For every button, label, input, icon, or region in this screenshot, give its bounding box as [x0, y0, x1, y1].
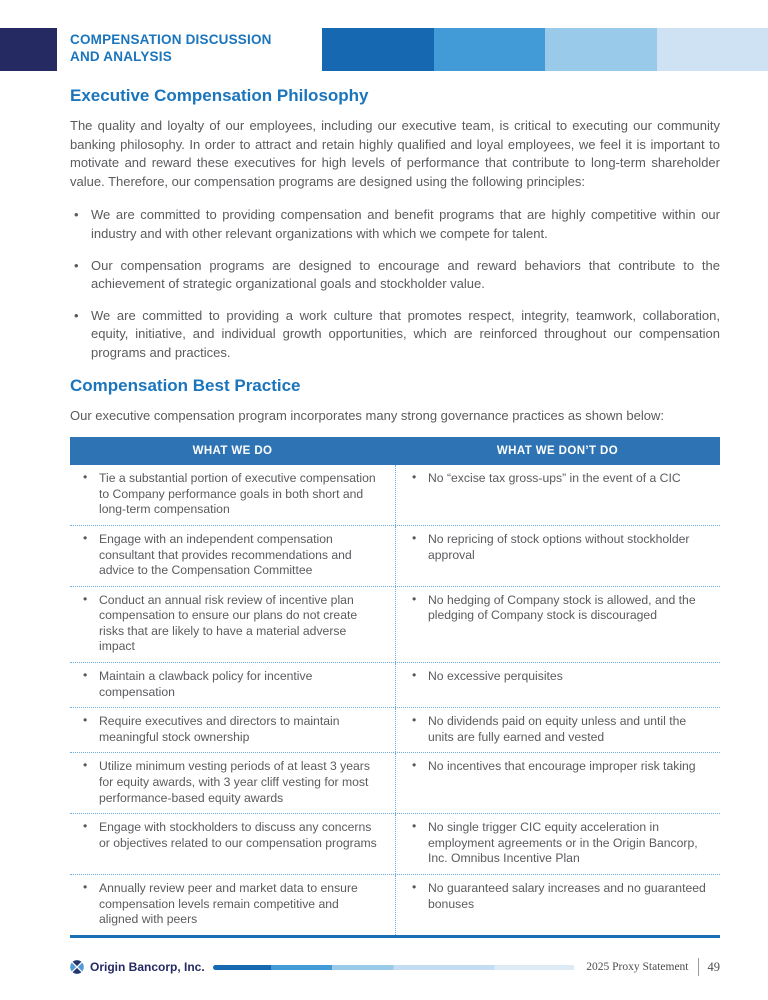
footer-divider	[698, 958, 699, 976]
table-header-row	[70, 437, 720, 465]
bullet-icon: •	[83, 880, 88, 894]
table-row	[70, 663, 720, 708]
gradient-segment-1	[322, 28, 434, 71]
page-number: 49	[707, 959, 720, 974]
dont-text: No excessive perquisites	[428, 669, 563, 684]
do-text: Utilize minimum vesting periods of at least 3 years for equity awards, with 3 year cliff vesting for most performance-based equity awards	[99, 759, 370, 805]
table-row	[70, 526, 720, 587]
bullet-icon: •	[83, 668, 88, 683]
cell-dont	[395, 814, 720, 874]
bullet-icon: •	[83, 530, 88, 545]
bullet-item	[70, 206, 720, 243]
bullet-icon: •	[83, 591, 88, 606]
table-row	[70, 587, 720, 663]
page-header	[0, 28, 768, 71]
table-row	[70, 465, 720, 526]
dont-text: No single trigger CIC equity acceleration in employment agreements or in the Origin Bancorp, Inc. Omnibus Incentive Plan	[428, 820, 698, 866]
bullet-text: We are committed to providing a work culture that promotes respect, integrity, teamwork, collaboration, equity, initiative, and individual growth opportunities, which are reinforced throughout our compensation programs and practices.	[91, 307, 720, 360]
dont-text: No repricing of stock options without stockholder approval	[428, 531, 690, 562]
cell-do	[70, 663, 395, 707]
header-gradient-bar	[322, 28, 768, 71]
table-row	[70, 875, 720, 935]
cell-dont	[395, 875, 720, 935]
origin-bancorp-logo-icon	[70, 960, 84, 974]
bullet-item	[70, 307, 720, 363]
bullet-icon: •	[83, 819, 88, 834]
cell-do	[70, 465, 395, 525]
bullet-icon: •	[74, 307, 79, 323]
cell-do	[70, 814, 395, 874]
do-text: Conduct an annual risk review of incentive plan compensation to ensure our plans do not create risks that are likely to have a material adverse impact	[99, 592, 358, 654]
gradient-segment-4	[657, 28, 768, 71]
gradient-segment-3	[545, 28, 657, 71]
do-text: Annually review peer and market data to ensure compensation levels remain competitive and aligned with peers	[99, 881, 358, 927]
cell-do	[70, 708, 395, 752]
table-row	[70, 814, 720, 875]
gradient-segment-2	[434, 28, 546, 71]
bullet-text: We are committed to providing compensation and benefit programs that are highly competitive within our industry and with other relevant organizations with which we compete for talent.	[91, 207, 720, 241]
practices-table	[70, 437, 720, 938]
col-header-what-we-dont-do: WHAT WE DON’T DO	[496, 445, 619, 458]
philosophy-bullet-list	[70, 206, 720, 362]
do-text: Engage with an independent compensation consultant that provides recommendations and advice to the Compensation Committee	[99, 531, 352, 578]
bullet-icon: •	[412, 758, 417, 773]
proxy-statement-label: 2025 Proxy Statement	[586, 961, 689, 973]
dont-text: No “excise tax gross-ups” in the event of a CIC	[428, 471, 681, 486]
best-practice-intro: Our executive compensation program incorporates many strong governance practices as shown below:	[70, 407, 664, 423]
cell-dont	[395, 663, 720, 707]
cell-do	[70, 875, 395, 935]
footer-gradient-rule	[213, 965, 575, 970]
dont-text: No hedging of Company stock is allowed, and the pledging of Company stock is discouraged	[428, 592, 696, 623]
bullet-icon: •	[83, 470, 88, 485]
page-header-title	[70, 31, 272, 65]
bullet-icon: •	[74, 207, 79, 223]
best-practice-heading: Compensation Best Practice	[70, 375, 301, 395]
table-row	[70, 753, 720, 814]
main-content	[70, 86, 720, 938]
col-header-what-we-do: WHAT WE DO	[192, 445, 273, 458]
header-title-line1: COMPENSATION DISCUSSION	[70, 32, 272, 47]
page-footer	[70, 956, 720, 978]
dont-text: No dividends paid on equity unless and until the units are fully earned and vested	[428, 714, 687, 744]
table-row	[70, 708, 720, 753]
cell-dont	[395, 465, 720, 525]
bullet-icon: •	[412, 470, 417, 485]
cell-dont	[395, 587, 720, 662]
bullet-icon: •	[74, 257, 79, 273]
cell-do	[70, 753, 395, 813]
philosophy-intro-paragraph: The quality and loyalty of our employees, including our executive team, is critical to executing our community banking philosophy. In order to attract and retain highly qualified and loyal employees, we feel it is important to motivate and reward these executives for high levels of performance that contribute to long-term shareholder value. Therefore, our compensation programs are designed using the following principles:	[70, 118, 720, 189]
do-text: Maintain a clawback policy for incentive compensation	[99, 669, 313, 699]
cell-do	[70, 526, 395, 586]
dont-text: No incentives that encourage improper risk taking	[428, 759, 696, 774]
bullet-icon: •	[412, 668, 417, 683]
do-text: Require executives and directors to maintain meaningful stock ownership	[99, 714, 340, 744]
cell-dont	[395, 526, 720, 586]
header-title-line2: AND ANALYSIS	[70, 49, 172, 64]
cell-dont	[395, 753, 720, 813]
bullet-icon: •	[412, 880, 417, 894]
bullet-icon: •	[83, 713, 88, 728]
navy-accent-square	[0, 28, 57, 71]
do-text: Engage with stockholders to discuss any concerns or objectives related to our compensation programs	[99, 820, 377, 850]
bullet-icon: •	[412, 713, 417, 728]
philosophy-heading: Executive Compensation Philosophy	[70, 86, 369, 105]
bullet-icon: •	[83, 758, 88, 773]
bullet-text: Our compensation programs are designed to encourage and reward behaviors that contribute to the achievement of strategic organizational goals and stockholder value.	[91, 257, 720, 292]
bullet-icon: •	[412, 819, 417, 834]
bullet-icon: •	[412, 591, 417, 606]
cell-do	[70, 587, 395, 662]
bullet-item	[70, 257, 720, 294]
cell-dont	[395, 708, 720, 752]
company-name: Origin Bancorp, Inc.	[90, 960, 205, 974]
bullet-icon: •	[412, 530, 417, 545]
do-text: Tie a substantial portion of executive compensation to Company performance goals in both short and long-term compensation	[99, 471, 376, 517]
dont-text: No guaranteed salary increases and no guaranteed bonuses	[428, 881, 706, 911]
